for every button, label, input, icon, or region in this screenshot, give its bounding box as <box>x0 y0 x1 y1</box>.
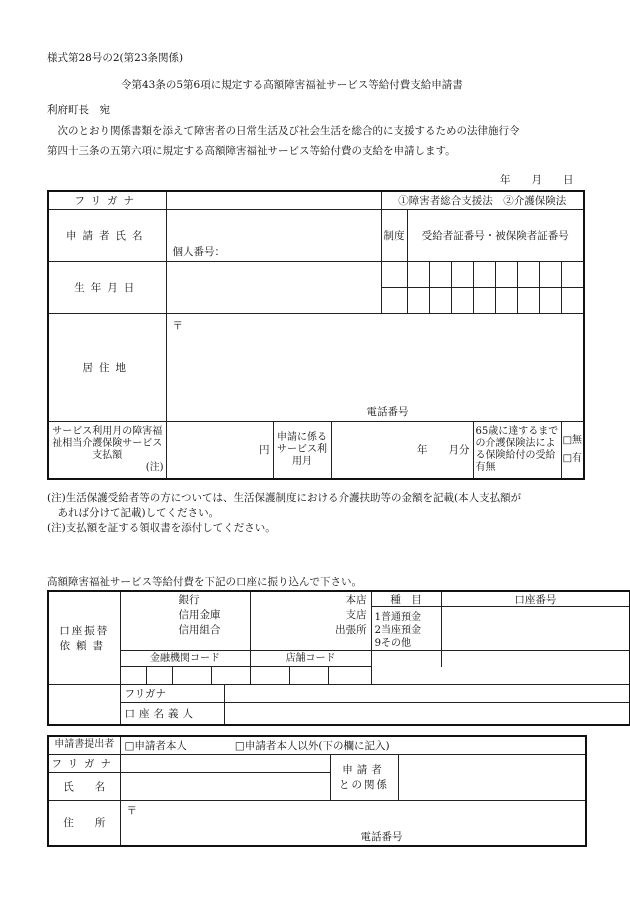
bank-code-label: 金融機関コード <box>120 651 250 667</box>
account-number-cont[interactable] <box>441 651 630 667</box>
bank-table <box>47 590 630 726</box>
submitter-table <box>47 735 587 847</box>
submitter-options[interactable] <box>120 736 586 754</box>
postal-mark: 〒 <box>172 319 183 332</box>
submitter-address-label: 住 所 <box>48 800 120 846</box>
branch-types: 本店 支店 出張所 <box>335 594 367 636</box>
bank-intro: 高額障害福祉サービス等給付費を下記の口座に振り込んで下さい。 <box>47 576 362 588</box>
cert-cell[interactable] <box>429 287 451 313</box>
year-month-unit: 年 月分 <box>417 444 470 457</box>
branch-code-cell[interactable] <box>289 667 328 685</box>
certificate-number-label: 受給者証番号・被保険者証番号 <box>407 209 584 261</box>
service-payment-label: サービス利用月の障害福祉相当介護保険サービス支払額 (注) <box>48 421 166 479</box>
submitter-furigana-input[interactable] <box>120 754 330 772</box>
note-1b: あれば分けて記載)してください。 <box>47 507 220 519</box>
cert-cell[interactable] <box>539 261 561 287</box>
account-type-label: 種 目 1普通預金 2当座預金 9その他 <box>371 591 441 651</box>
birth-date-label: 生年月日 <box>48 261 166 313</box>
account-type-options[interactable]: 1普通預金 2当座預金 9その他 <box>374 612 421 649</box>
birth-date-input[interactable] <box>166 261 381 313</box>
submitter-postal-mark: 〒 <box>126 804 137 817</box>
bank-types: 銀行 信用金庫 信用組合 <box>178 594 221 636</box>
applicant-table <box>47 190 585 480</box>
note-2: (注)支払額を証する領収書を添付してください。 <box>47 522 276 534</box>
submitter-name-label: 氏 名 <box>48 772 120 800</box>
address-input[interactable] <box>166 313 584 421</box>
cert-cell[interactable] <box>473 287 495 313</box>
form-number: 様式第28号の2(第23条関係) <box>47 52 184 64</box>
applicant-name-label: 申請者氏名 <box>48 209 166 261</box>
cert-cell[interactable] <box>495 261 517 287</box>
cert-cell[interactable] <box>561 261 584 287</box>
yen-unit: 円 <box>259 444 270 457</box>
cert-cell[interactable] <box>451 261 473 287</box>
age65-label: 65歳に達するまでの介護保険法による保険給付の受給有無 <box>473 421 561 479</box>
intro-line-1: 次のとおり関係書類を添えて障害者の日常生活及び社会生活を総合的に支援するための法律施行令 <box>47 125 520 137</box>
addressee: 利府町長 宛 <box>47 104 110 116</box>
cert-cell[interactable] <box>407 261 429 287</box>
cert-cell[interactable] <box>451 287 473 313</box>
branch-code-label: 店舗コード <box>250 651 371 667</box>
applicant-name-input[interactable] <box>166 209 381 261</box>
submitter-name-input[interactable] <box>120 772 330 800</box>
note-1a: (注)生活保護受給者等の方については、生活保護制度における介護扶助等の金額を記載(本人支払額が <box>47 492 522 504</box>
relation-label: 申請者 との関係 <box>330 754 398 800</box>
option-none[interactable]: □無 <box>562 434 583 446</box>
account-number-label: 口座番号 <box>442 592 630 607</box>
branch-code-cell[interactable] <box>328 667 371 685</box>
cert-cell[interactable] <box>429 261 451 287</box>
account-number-area <box>441 591 630 651</box>
bank-code-cell[interactable] <box>211 667 250 685</box>
branch-name-input[interactable] <box>250 591 371 651</box>
cert-cell[interactable] <box>473 261 495 287</box>
submitter-address-input[interactable] <box>120 800 586 846</box>
system-cell-2[interactable] <box>381 287 407 313</box>
branch-code-cell[interactable] <box>250 667 289 685</box>
system-cell-1[interactable] <box>381 261 407 287</box>
request-label: 口座振替 依頼書 <box>48 591 120 685</box>
blank <box>48 703 120 725</box>
service-month-input[interactable] <box>331 421 473 479</box>
blank <box>48 685 120 703</box>
cert-cell[interactable] <box>517 261 539 287</box>
individual-number-label: 個人番号： <box>172 245 225 258</box>
intro-line-2: 第四十三条の五第六項に規定する高額障害福祉サービス等給付費の支給を申請します。 <box>47 145 456 157</box>
service-payment-input[interactable] <box>166 421 273 479</box>
page-title: 令第43条の5第6項に規定する高額障害福祉サービス等給付費支給申請書 <box>121 79 463 91</box>
cert-cell[interactable] <box>561 287 584 313</box>
submitter-furigana-label: フリガナ <box>48 754 120 772</box>
service-note: (注) <box>145 461 164 473</box>
age65-options[interactable] <box>561 421 584 479</box>
bank-name-input[interactable] <box>120 591 250 651</box>
account-digits[interactable] <box>371 667 630 685</box>
furigana-label: フリガナ <box>48 191 166 209</box>
holder-furigana-label: フリガナ <box>120 685 224 703</box>
address-label: 居住地 <box>48 313 166 421</box>
holder-input[interactable] <box>224 703 630 725</box>
option-have[interactable]: □有 <box>562 452 583 464</box>
submitter-phone-label: 電話番号 <box>360 831 403 843</box>
phone-label: 電話番号 <box>366 405 409 418</box>
bank-code-cell[interactable] <box>172 667 211 685</box>
bank-code-cell[interactable] <box>146 667 172 685</box>
law-options: ①障害者総合支援法 ②介護保険法 <box>381 191 584 209</box>
holder-furigana-input[interactable] <box>224 685 630 703</box>
furigana-input[interactable] <box>166 191 381 209</box>
service-month-label: 申請に係るサービス利用月 <box>273 421 331 479</box>
type-cont <box>371 651 441 667</box>
cert-cell[interactable] <box>407 287 429 313</box>
option-other[interactable]: □申請者本人以外(下の欄に記入) <box>234 739 390 752</box>
relation-input[interactable] <box>398 754 586 800</box>
submitter-label: 申請書提出者 <box>48 736 120 754</box>
option-self[interactable]: □申請者本人 <box>124 739 187 752</box>
system-label: 制度 <box>381 209 407 261</box>
cert-cell[interactable] <box>539 287 561 313</box>
cert-cell[interactable] <box>517 287 539 313</box>
date-field[interactable]: 年 月 日 <box>500 174 574 186</box>
holder-label: 口座名義人 <box>120 703 224 725</box>
cert-cell[interactable] <box>495 287 517 313</box>
bank-code-cell[interactable] <box>120 667 146 685</box>
